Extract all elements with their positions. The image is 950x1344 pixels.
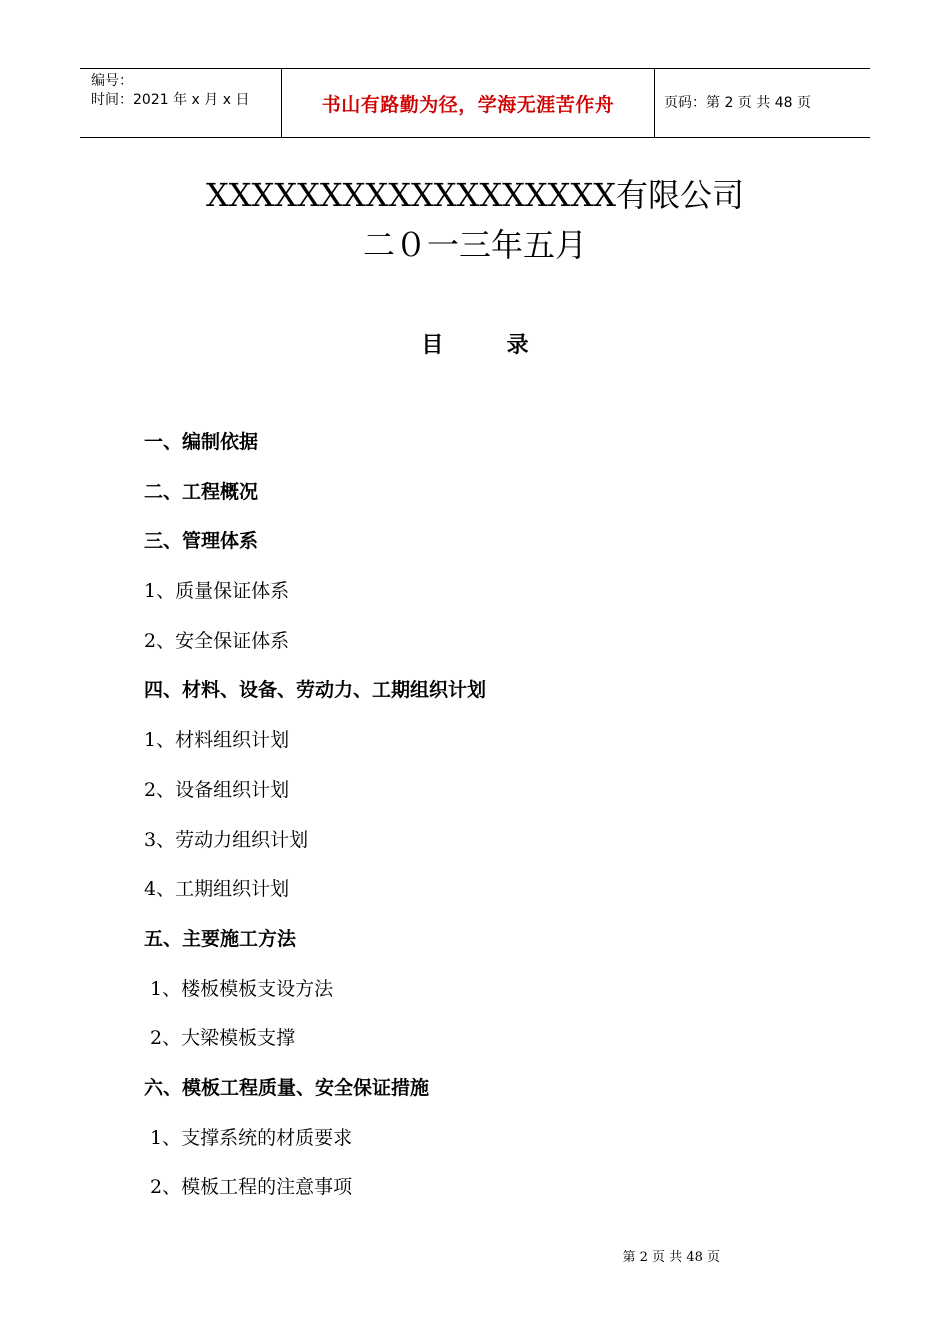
page-footer [0, 1246, 950, 1265]
toc-subitem: 2、大梁模板支撑 [150, 1027, 296, 1050]
toc-subitem: 1、楼板模板支设方法 [150, 977, 334, 1000]
toc-subitem: 1、材料组织计划 [144, 729, 290, 752]
toc-item: 三、管理体系 [144, 530, 259, 553]
serial-label: 编号： [91, 73, 133, 89]
toc-subitem: 3、劳动力组织计划 [144, 828, 309, 851]
toc-heading [0, 328, 950, 359]
toc-item: 六、模板工程质量、安全保证措施 [144, 1076, 430, 1099]
document-date: 二０一三年五月 [362, 226, 587, 264]
page-header [80, 68, 870, 138]
header-meta [80, 69, 281, 137]
time-label: 时间：2021 年 x 月 x 日 [91, 92, 250, 108]
company-title: XXXXXXXXXXXXXXXXXX有限公司 [205, 176, 745, 214]
toc-list [0, 427, 950, 1222]
toc-subitem: 2、安全保证体系 [144, 629, 290, 652]
motto: 书山有路勤为径，学海无涯苦作舟 [321, 93, 615, 116]
toc-item: 一、编制依据 [144, 431, 259, 453]
header-motto-cell [281, 69, 655, 137]
toc-subitem: 1、质量保证体系 [144, 580, 290, 603]
footer-page-number: 第 2 页 共 48 页 [622, 1250, 720, 1265]
toc-heading-left: 目 [421, 333, 444, 358]
toc-item: 五、主要施工方法 [144, 927, 297, 950]
toc-subitem: 2、模板工程的注意事项 [150, 1176, 353, 1199]
toc-item: 四、材料、设备、劳动力、工期组织计划 [144, 679, 487, 702]
toc-subitem: 2、设备组织计划 [144, 778, 290, 801]
toc-item: 二、工程概况 [144, 480, 259, 503]
toc-subitem: 4、工期组织计划 [144, 878, 290, 901]
toc-subitem: 1、支撑系统的材质要求 [150, 1126, 353, 1149]
toc-heading-right: 录 [506, 333, 529, 358]
page-info: 页码：第 2 页 共 48 页 [664, 95, 811, 111]
header-page-cell [654, 69, 870, 137]
